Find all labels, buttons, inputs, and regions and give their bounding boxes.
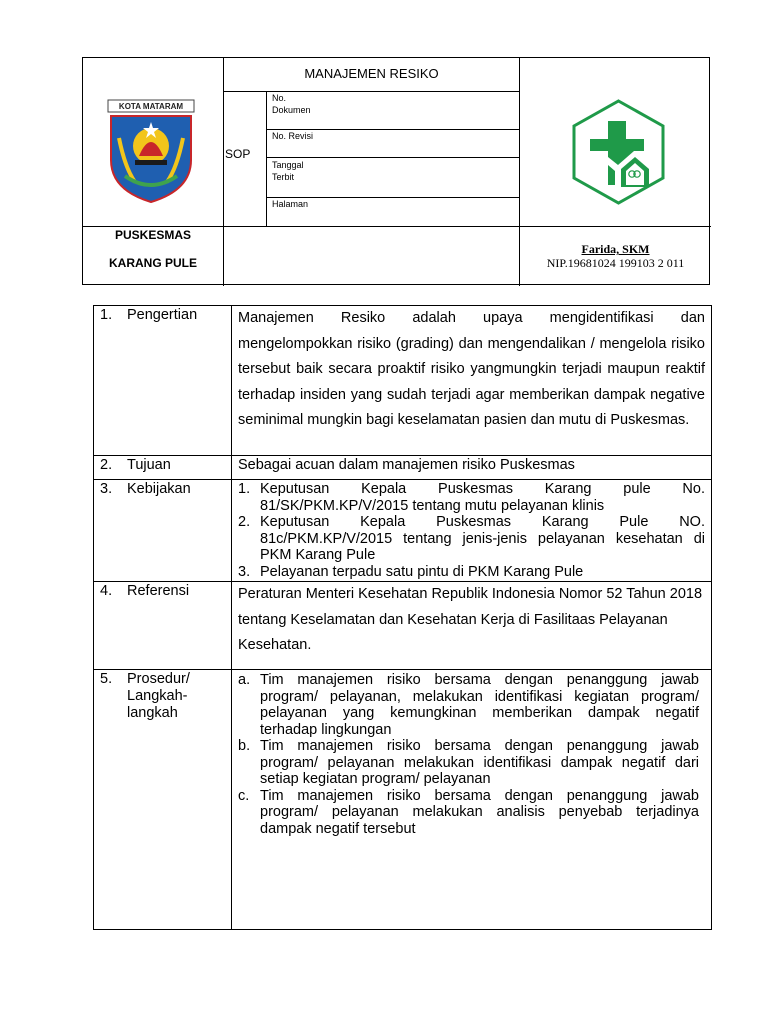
signer-name: Farida, SKM <box>581 242 650 256</box>
row-label: Pengertian <box>127 307 198 323</box>
row-number: 4. <box>100 583 113 599</box>
row-label: Tujuan <box>127 457 171 473</box>
list-item: a. Tim manajemen risiko bersama dengan penanggung jawab program/ pelayanan, melakukan identifikasi kegiatan program/ pelayanan yang kemungkinan memberikan dampak negatif terhadap lingkungan <box>238 672 699 738</box>
puskesmas-logo <box>571 99 666 205</box>
row-kebijakan <box>94 480 712 582</box>
sop-content-table <box>93 305 712 930</box>
row-label: Referensi <box>127 583 190 599</box>
field-no-dokumen: No. Dokumen <box>272 93 311 115</box>
field-halaman: Halaman <box>272 199 309 209</box>
row-number: 3. <box>100 481 113 497</box>
list-item: b. Tim manajemen risiko bersama dengan penanggung jawab program/ pelayanan melakukan identifikasi dampak negatif dari setiap kegiatan program/ pelayanan <box>238 738 699 787</box>
kebijakan-list <box>232 480 711 580</box>
row-number: 1. <box>100 307 113 323</box>
list-item: c. Tim manajemen risiko bersama dengan penanggung jawab program/ pelayanan melakukan analisis penyebab terjadinya dampak negatif tersebut <box>238 787 699 837</box>
row-pengertian <box>94 306 712 456</box>
document-header <box>82 57 710 285</box>
row-number: 5. <box>100 671 113 687</box>
row-prosedur <box>94 670 712 930</box>
list-item: 3. Pelayanan terpadu satu pintu di PKM Karang Pule <box>238 563 584 580</box>
org-name-line2: KARANG PULE <box>108 256 197 270</box>
field-tanggal-terbit: Tanggal Terbit <box>272 160 304 182</box>
row-number: 2. <box>100 457 113 473</box>
org-name-line1: PUSKESMAS <box>114 228 191 242</box>
referensi-text: Peraturan Menteri Kesehatan Republik Indonesia Nomor 52 Tahun 2018 tentang Keselamatan dan Kesehatan Kerja di Fasilitaas Pelayanan Kesehatan. <box>238 586 703 653</box>
row-label: Prosedur/ Langkah- langkah <box>127 671 190 721</box>
sop-label: SOP <box>225 147 251 161</box>
row-tujuan <box>94 456 712 480</box>
field-no-revisi: No. Revisi <box>272 131 314 141</box>
crest-title: KOTA MATARAM <box>118 102 184 111</box>
row-label: Kebijakan <box>127 481 191 497</box>
signer-nip: NIP.19681024 199103 2 011 <box>546 256 685 270</box>
tujuan-text: Sebagai acuan dalam manajemen risiko Puskesmas <box>238 457 575 473</box>
list-item: 2. Keputusan Kepala Puskesmas Karang Pule NO. 81c/PKM.KP/V/2015 tentang jenis-jenis pelayanan kesehatan di PKM Karang Pule <box>238 514 705 563</box>
list-item: 1. Keputusan Kepala Puskesmas Karang pule No. 81/SK/PKM.KP/V/2015 tentang mutu pelayanan klinis <box>238 481 705 514</box>
pengertian-text: Manajemen Resiko adalah upaya mengidentifikasi dan mengelompokkan risiko (grading) dan mengendalikan / mengelola risiko tersebut baik secara proaktif risiko yangmungkin terjadi maupun reaktif terhadap insiden yang sudah terjadi agar memberikan dampak negative seminimal mungkin bagi keselamatan pasien dan mutu di Puskesmas. <box>238 310 705 428</box>
kota-mataram-crest <box>105 98 197 206</box>
row-referensi <box>94 582 712 670</box>
prosedur-list <box>232 670 711 837</box>
document-title: MANAJEMEN RESIKO <box>304 66 439 81</box>
